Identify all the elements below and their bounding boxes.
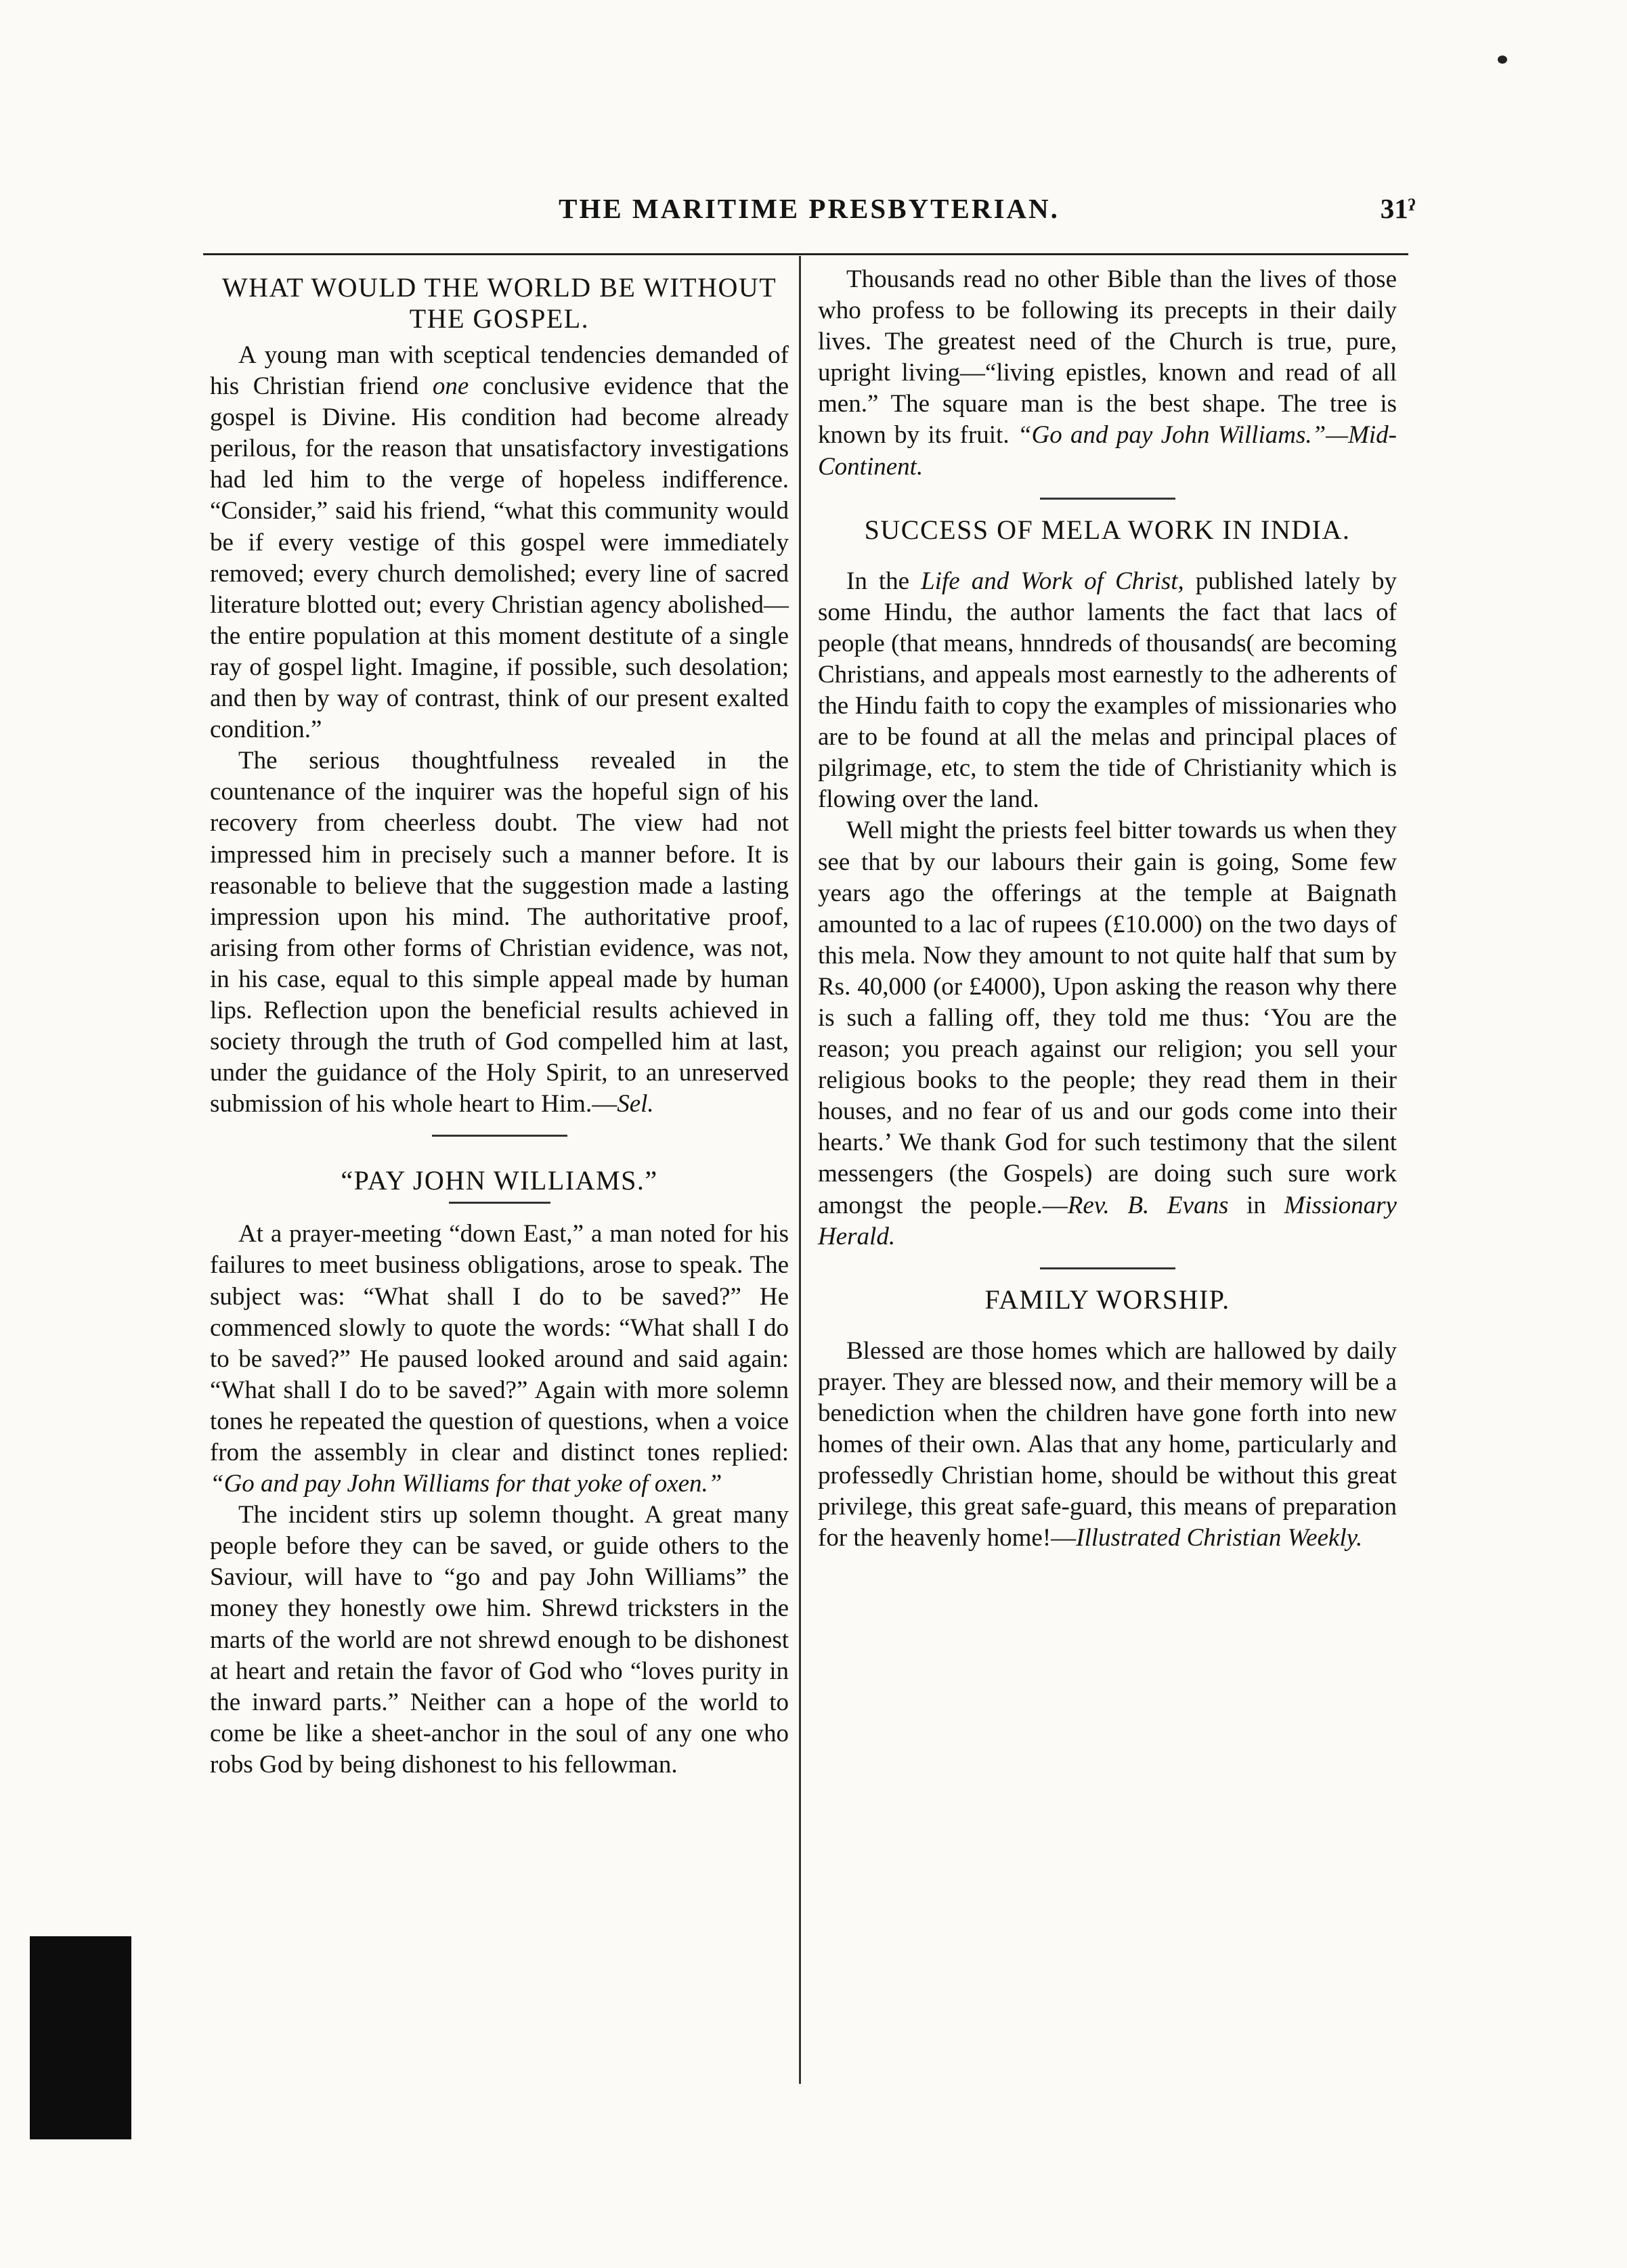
left-column [210, 264, 789, 1781]
article-paragraph: At a prayer-meeting “down East,” a man noted for his failures to meet business obligations, arose to speak. The subject was: “What shall I do to be saved?” He commenced slowly to quote the words: “What shall I do to be saved?” He paused looked around and said again: “What shall I do to be saved?” Again with more solemn tones he repeated the question of questions, when a voice from the assembly in clear and distinct tones replied: “Go and pay John Williams for that yoke of oxen.” [210, 1220, 789, 1498]
section-rule [1040, 498, 1175, 500]
article-paragraph: In the Life and Work of Christ, published lately by some Hindu, the author laments the fact that lacs of people (that means, hnndreds of thousands( are becoming Christians, and appeals most earnestly to the adherents of the Hindu faith to copy the examples of missionaries who are to be found at all the melas and principal places of pilgrimage, etc, to stem the tide of Christianity which is flowing over the land. [818, 567, 1397, 814]
binding-shadow [30, 1936, 131, 2139]
article-title: SUCCESS OF MELA WORK IN INDIA. [864, 514, 1351, 545]
article-paragraph: The serious thoughtfulness revealed in the countenance of the inquirer was the hopeful sign of his recovery from cheerless doubt. The view had not impressed him in precisely such a manner before. It is reasonable to believe that the suggestion made a lasting impression upon his mind. The authoritative proof, arising from other forms of Christian evidence, was not, in his case, equal to this simple appeal made by human lips. Reflection upon the beneficial results achieved in society through the truth of God compelled him at last, under the guidance of the Holy Spirit, to an unreserved submission of his whole heart to Him.—Sel. [210, 747, 789, 1118]
article-title: FAMILY WORSHIP. [984, 1284, 1230, 1315]
article-paragraph: A young man with sceptical tendencies demanded of his Christian friend one conclusive evidence that the gospel is Divine. His condition had become already perilous, for the reason that unsatisfactory investigations had led him to the verge of hopeless indifference. “Consider,” said his friend, “what this community would be if every vestige of this gospel were immediately removed; every church demolished; every line of sacred literature blotted out; every Christian agency abolished—the entire population at this moment destitute of a single ray of gospel light. Imagine, if possible, such desolation; and then by way of contrast, think of our present exalted condition.” [210, 341, 789, 744]
right-column [818, 264, 1397, 1554]
ink-speck [1498, 56, 1507, 64]
section-rule [1040, 1267, 1175, 1269]
article-paragraph: Blessed are those homes which are hallowed by daily prayer. They are blessed now, and their memory will be a benediction when the children have gone forth into new homes of their own. Alas that any home, particularly and professedly Christian home, should be without this great privilege, this great safe-guard, this means of preparation for the heavenly home!—Illustrated Christian Weekly. [818, 1336, 1397, 1552]
article-title: “PAY JOHN WILLIAMS.” [341, 1165, 658, 1196]
article-paragraph: The incident stirs up solemn thought. A great many people before they can be saved, or guide others to the Saviour, will have to “go and pay John Williams” the money they honestly owe him. Shrewd tricksters in the marts of the world are not shrewd enough to be dishonest at heart and retain the favor of God who “loves purity in the inward parts.” Neither can a hope of the world to come be like a sheet-anchor in the soul of any one who robs God by being dishonest to his fellowman. [210, 1501, 789, 1779]
running-header [203, 188, 1415, 229]
article-title: WHAT WOULD THE WORLD BE WITHOUT THE GOSPEL. [221, 272, 777, 334]
article-paragraph: Well might the priests feel bitter towards us when they see that by our labours their gain is going, Some few years ago the offerings at the temple at Baignath amounted to a lac of rupees (£10.000) on the two days of this mela. Now they amount to not quite half that sum by Rs. 40,000 (or £4000), Upon asking the reason why there is such a falling off, they told me thus: ‘You are the reason; you preach against our religion; you sell your religious books to the people; they read them in their houses, and no fear of us and our gods come into their hearts.’ We thank God for such testimony that the silent messengers (the Gospels) are doing such sure work amongst the people.—Rev. B. Evans in Missionary Herald. [818, 816, 1397, 1250]
article-paragraph: Thousands read no other Bible than the lives of those who profess to be following its precepts in their daily lives. The greatest need of the Church is true, pure, upright living—“living epistles, known and read of all men.” The square man is the best shape. The tree is known by its fruit. “Go and pay John Williams.”—Mid-Continent. [818, 265, 1397, 481]
title-underline [449, 1202, 550, 1204]
page-number: 31ˀ [1380, 193, 1415, 224]
section-rule [432, 1135, 567, 1137]
column-divider [799, 256, 801, 2084]
header-rule [203, 253, 1408, 255]
journal-title: THE MARITIME PRESBYTERIAN. [559, 193, 1060, 224]
